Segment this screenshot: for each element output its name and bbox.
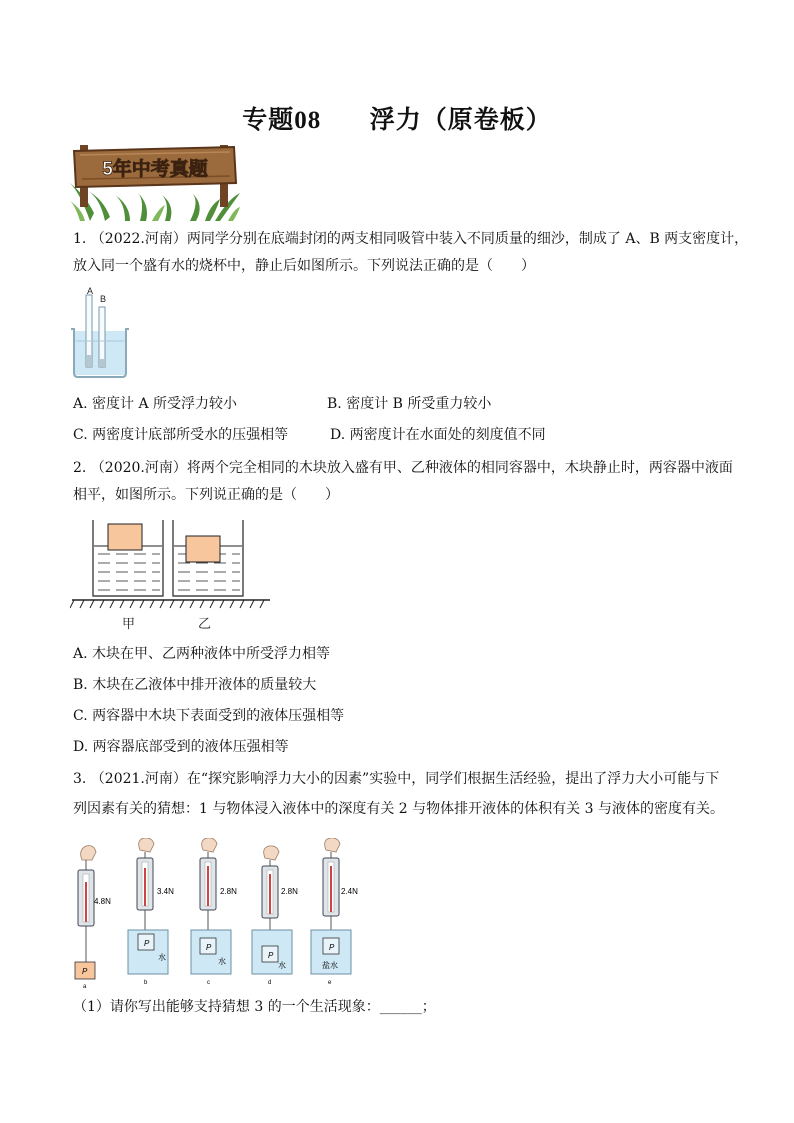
label-yi: 乙 xyxy=(198,616,212,631)
letter-d: d xyxy=(268,980,272,986)
q1-line1: 1. （2022.河南）两同学分别在底端封闭的两支相同吸管中装入不同质量的细沙，制成了 A、B 两支密度计， xyxy=(73,231,749,247)
q2-option-c[interactable]: C. 两容器中木块下表面受到的液体压强相等 xyxy=(73,708,345,724)
q1-line2: 放入同一个盛有水的烧杯中，静止后如图所示。下列说法正确的是（ ） xyxy=(73,258,535,274)
label-jia: 甲 xyxy=(122,616,136,631)
q3-line2: 列因素有关的猜想：1 与物体浸入液体中的深度有关 2 与物体排开液体的体积有关 3 与液体的密度有关。 xyxy=(73,801,724,817)
title-main: 专题08 xyxy=(242,107,322,134)
letter-b: b xyxy=(144,980,148,986)
letter-a: a xyxy=(83,984,87,990)
reading-d: 2.8N xyxy=(281,887,298,896)
reading-a: 4.8N xyxy=(94,897,111,906)
setup-b xyxy=(128,838,174,986)
q3-figure xyxy=(68,838,368,990)
beaker-hydrometer-diagram xyxy=(68,285,138,385)
reading-e: 2.4N xyxy=(341,887,358,896)
setup-c xyxy=(191,838,237,986)
q2-option-b[interactable]: B. 木块在乙液体中排开液体的质量较大 xyxy=(73,677,317,693)
q3-line1: 3. （2021.河南）在“探究影响浮力大小的因素”实验中，同学们根据生活经验，提出了浮力大小可能与下 xyxy=(73,771,720,787)
banner-text: 5年中考真题 xyxy=(102,159,208,180)
q1-option-d[interactable]: D. 两密度计在水面处的刻度值不同 xyxy=(330,427,546,443)
block-label-b: P xyxy=(144,939,150,948)
banner-graphic xyxy=(70,143,240,221)
block-label-e: P xyxy=(329,943,335,952)
q3-subquestion-1: （1）请你写出能够支持猜想 3 的一个生活现象：______； xyxy=(73,999,436,1015)
letter-c: c xyxy=(207,980,210,986)
q2-line1: 2. （2020.河南）将两个完全相同的木块放入盛有甲、乙种液体的相同容器中，木块静止时，两容器中液面 xyxy=(73,460,733,476)
page-title xyxy=(0,100,794,136)
label-a: A xyxy=(87,286,94,296)
block-label-c: P xyxy=(206,943,212,952)
letter-e: e xyxy=(328,980,332,986)
q1-option-a[interactable]: A. 密度计 A 所受浮力较小 xyxy=(73,396,238,412)
liquid-c: 水 xyxy=(218,957,226,966)
setup-d xyxy=(252,846,298,986)
liquid-e: 盐水 xyxy=(322,961,338,970)
liquid-b: 水 xyxy=(158,953,166,962)
q1-option-b[interactable]: B. 密度计 B 所受重力较小 xyxy=(327,396,492,412)
setup-a xyxy=(75,846,111,990)
title-sub: 浮力（原卷板） xyxy=(369,105,552,134)
q2-line2: 相平，如图所示。下列说正确的是（ ） xyxy=(73,487,339,503)
reading-c: 2.8N xyxy=(220,887,237,896)
spring-scale-experiment xyxy=(68,838,368,990)
label-b: B xyxy=(100,294,107,304)
q2-figure xyxy=(70,516,275,636)
block-label-d: P xyxy=(268,951,274,960)
setup-e xyxy=(311,838,358,986)
block-label-a: P xyxy=(82,967,88,976)
q1-option-c[interactable]: C. 两密度计底部所受水的压强相等 xyxy=(73,427,289,443)
q2-option-a[interactable]: A. 木块在甲、乙两种液体中所受浮力相等 xyxy=(73,646,331,662)
q1-figure xyxy=(68,285,138,385)
liquid-d: 水 xyxy=(278,961,286,970)
reading-b: 3.4N xyxy=(157,887,174,896)
section-banner xyxy=(70,143,240,221)
q2-option-d[interactable]: D. 两容器底部受到的液体压强相等 xyxy=(73,739,289,755)
two-containers-diagram xyxy=(70,516,275,636)
